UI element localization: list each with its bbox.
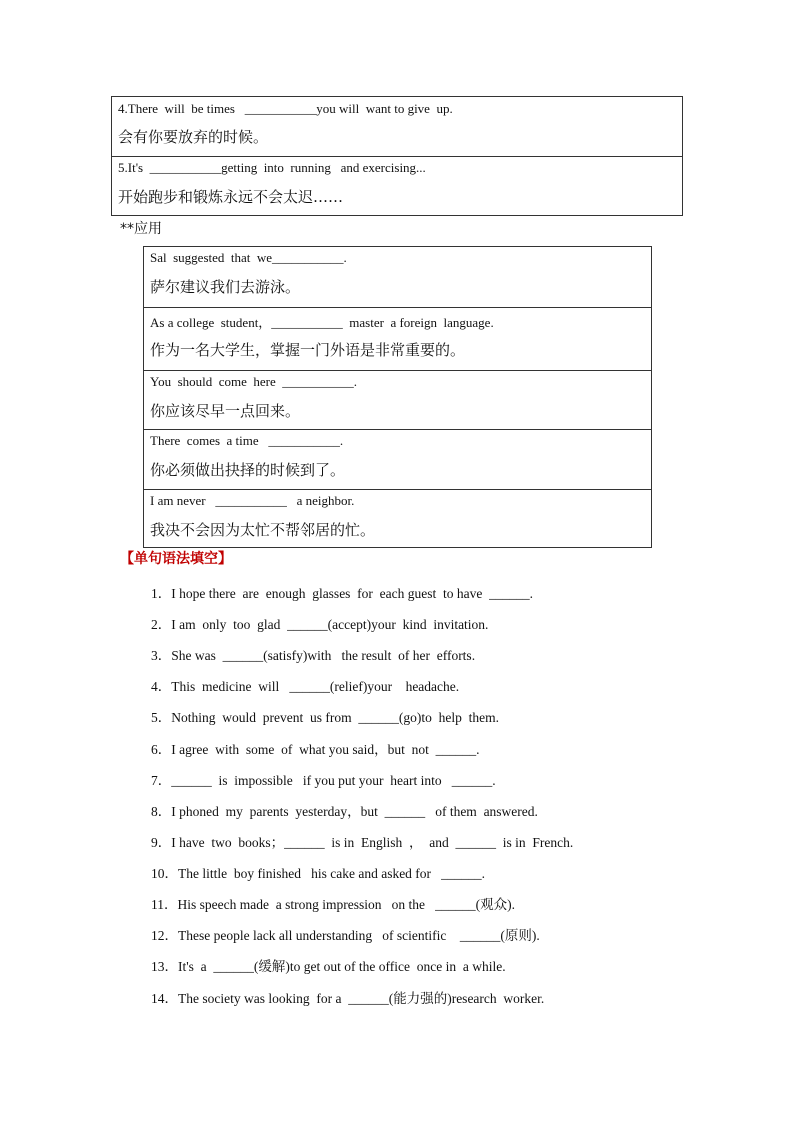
english-sentence: Sal suggested that we___________. — [150, 250, 347, 265]
chinese-translation: 你必须做出抉择的时候到了。 — [150, 461, 346, 479]
english-sentence: 5.It's ___________getting into running and exercising... — [118, 160, 426, 175]
exercise-item: 5．Nothing would prevent us from ______(go)to help them. — [151, 710, 499, 725]
exercise-item: 13．It's a ______(缓解)to get out of the office once in a while. — [151, 959, 506, 974]
english-sentence: 4.There will be times ___________you will want to give up. — [118, 101, 453, 116]
table-row — [144, 307, 651, 370]
chinese-translation: 作为一名大学生，掌握一门外语是非常重要的。 — [150, 341, 466, 359]
sentence-table-2 — [143, 246, 652, 548]
exercise-item: 6．I agree with some of what you said，but not ______. — [151, 742, 480, 757]
exercise-item: 4．This medicine will ______(relief)your headache. — [151, 679, 460, 694]
chinese-translation: 你应该尽早一点回来。 — [150, 402, 301, 420]
table-row — [144, 370, 651, 429]
table-row — [144, 489, 651, 548]
exercise-item: 9．I have two books；______ is in English ， and ______ is in French. — [151, 835, 574, 850]
exercise-item: 3．She was ______(satisfy)with the result of her efforts. — [151, 648, 476, 663]
exercise-item: 11．His speech made a strong impression on the ______(观众). — [151, 897, 515, 912]
english-sentence: I am never ___________ a neighbor. — [150, 493, 355, 508]
table-row — [112, 156, 682, 216]
table-row — [112, 97, 682, 156]
chinese-translation: 萨尔建议我们去游泳。 — [150, 278, 301, 296]
exercise-item: 12．These people lack all understanding of scientific ______(原则). — [151, 928, 540, 943]
exercise-item: 7．______ is impossible if you put your heart into ______. — [151, 773, 496, 788]
exercise-item: 1．I hope there are enough glasses for each guest to have ______. — [151, 586, 534, 601]
english-sentence: There comes a time ___________. — [150, 433, 344, 448]
exercise-item: 14．The society was looking for a ______(能力强的)research worker. — [151, 991, 545, 1006]
english-sentence: As a college student，___________ master a foreign language. — [150, 315, 494, 330]
exercise-item: 8．I phoned my parents yesterday，but ______ of them answered. — [151, 804, 538, 819]
sentence-table-1 — [111, 96, 683, 216]
chinese-translation: 我决不会因为太忙不帮邻居的忙。 — [150, 521, 376, 539]
table-row — [144, 429, 651, 489]
exercise-item: 10．The little boy finished his cake and asked for ______. — [151, 866, 486, 881]
chinese-translation: 开始跑步和锻炼永远不会太迟…… — [118, 188, 344, 206]
exercise-item: 2．I am only too glad ______(accept)your kind invitation. — [151, 617, 489, 632]
table-row — [144, 247, 651, 307]
section-heading: 【单句语法填空】 — [120, 551, 232, 567]
chinese-translation: 会有你要放弃的时候。 — [118, 128, 269, 146]
english-sentence: You should come here ___________. — [150, 374, 358, 389]
application-label: **应用 — [120, 221, 162, 237]
